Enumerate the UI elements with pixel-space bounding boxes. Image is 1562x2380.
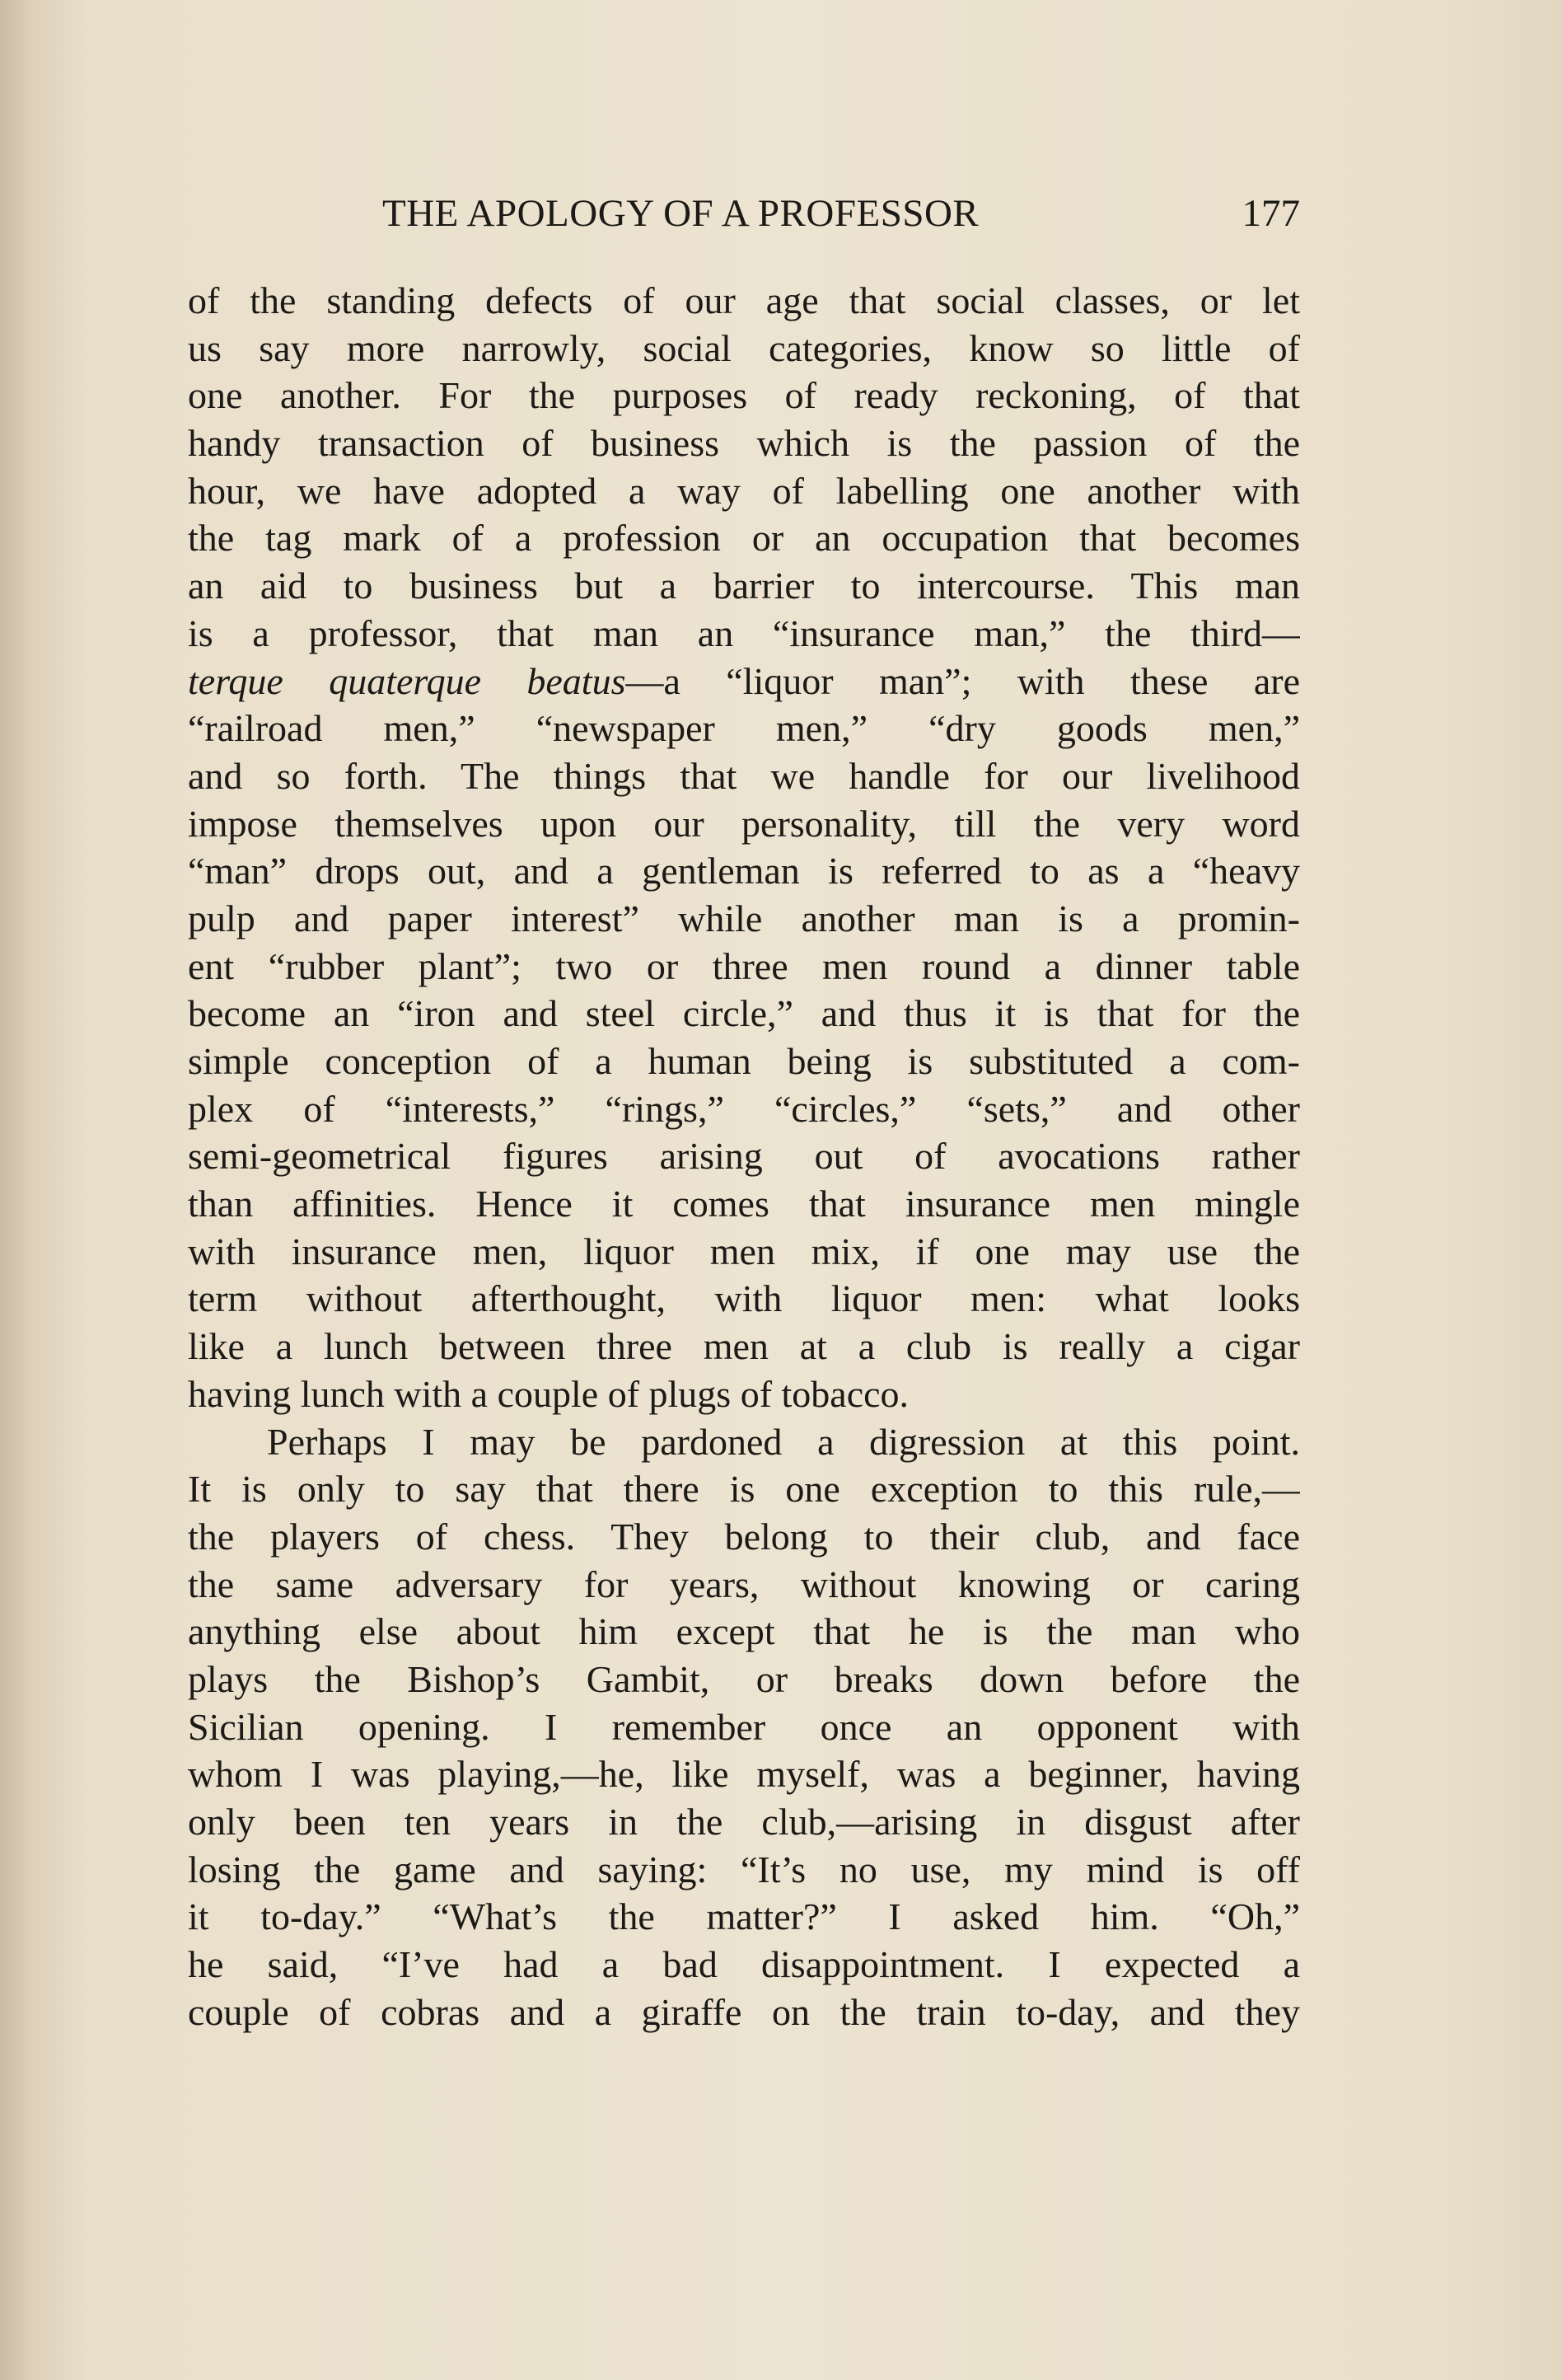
page-header [188, 191, 1300, 249]
text-line: handy transaction of business which is the passion of the [188, 422, 1300, 465]
running-head: THE APOLOGY OF A PROFESSOR [382, 192, 980, 235]
text-line: an aid to business but a barrier to intercourse. This man [188, 565, 1300, 607]
text-line: impose themselves upon our personality, till the very word [188, 802, 1300, 845]
text-line-rest: —a “liquor man”; with these are [625, 659, 1300, 702]
text-line: anything else about him except that he is the man who [188, 1610, 1300, 1653]
text-line: only been ten years in the club,—arising in disgust after [188, 1801, 1300, 1843]
text-line: plex of “interests,” “rings,” “circles,” “sets,” and other [188, 1087, 1300, 1130]
paragraph-2 [188, 1418, 1300, 2036]
text-line: hour, we have adopted a way of labelling one another with [188, 469, 1300, 512]
text-line: It is only to say that there is one exception to this rule,— [188, 1468, 1300, 1511]
text-line: than affinities. Hence it comes that insurance men mingle [188, 1183, 1300, 1225]
text-line [188, 658, 1300, 705]
text-line: the players of chess. They belong to their club, and face [188, 1515, 1300, 1558]
text-line: of the standing defects of our age that social classes, or let [188, 279, 1300, 321]
text-line: losing the game and saying: “It’s no use, my mind is off [188, 1848, 1300, 1890]
text-line: plays the Bishop’s Gambit, or breaks down before the [188, 1657, 1300, 1700]
latin-phrase: terque quaterque beatus [188, 659, 626, 702]
text-line: the same adversary for years, without knowing or caring [188, 1562, 1300, 1605]
text-line: Perhaps I may be pardoned a digression at this point. [267, 1420, 1300, 1463]
text-line: pulp and paper interest” while another man is a promin- [188, 897, 1300, 939]
text-line: and so forth. The things that we handle for our livelihood [188, 754, 1300, 797]
paragraph-1 [188, 277, 1300, 1418]
text-line: he said, “I’ve had a bad disappointment. I expected a [188, 1943, 1300, 1986]
text-line: simple conception of a human being is substituted a com- [188, 1040, 1300, 1082]
text-line: “railroad men,” “newspaper men,” “dry goods men,” [188, 707, 1300, 750]
text-line: couple of cobras and a giraffe on the train to-day, and they [188, 1990, 1300, 2033]
text-line: having lunch with a couple of plugs of tobacco. [188, 1372, 910, 1415]
page-number: 177 [1242, 192, 1300, 235]
text-line: become an “iron and steel circle,” and thus it is that for the [188, 992, 1300, 1035]
text-line: one another. For the purposes of ready reckoning, of that [188, 374, 1300, 417]
text-line: us say more narrowly, social categories, know so little of [188, 326, 1300, 369]
text-line: with insurance men, liquor men mix, if one may use the [188, 1230, 1300, 1272]
text-line: term without afterthought, with liquor men: what looks [188, 1277, 1300, 1320]
text-line: the tag mark of a profession or an occupation that becomes [188, 517, 1300, 560]
text-line: ent “rubber plant”; two or three men round a dinner table [188, 944, 1300, 987]
text-line: semi-geometrical figures arising out of avocations rather [188, 1135, 1300, 1178]
text-line: it to-day.” “What’s the matter?” I asked him. “Oh,” [188, 1895, 1300, 1938]
text-line: whom I was playing,—he, like myself, was a beginner, having [188, 1753, 1300, 1796]
text-line: Sicilian opening. I remember once an opponent with [188, 1705, 1300, 1748]
text-line: like a lunch between three men at a club is really a cigar [188, 1325, 1300, 1368]
text-line: “man” drops out, and a gentleman is referred to as a “heavy [188, 850, 1300, 892]
body-text [188, 277, 1300, 2036]
text-line: is a professor, that man an “insurance man,” the third— [188, 611, 1300, 654]
